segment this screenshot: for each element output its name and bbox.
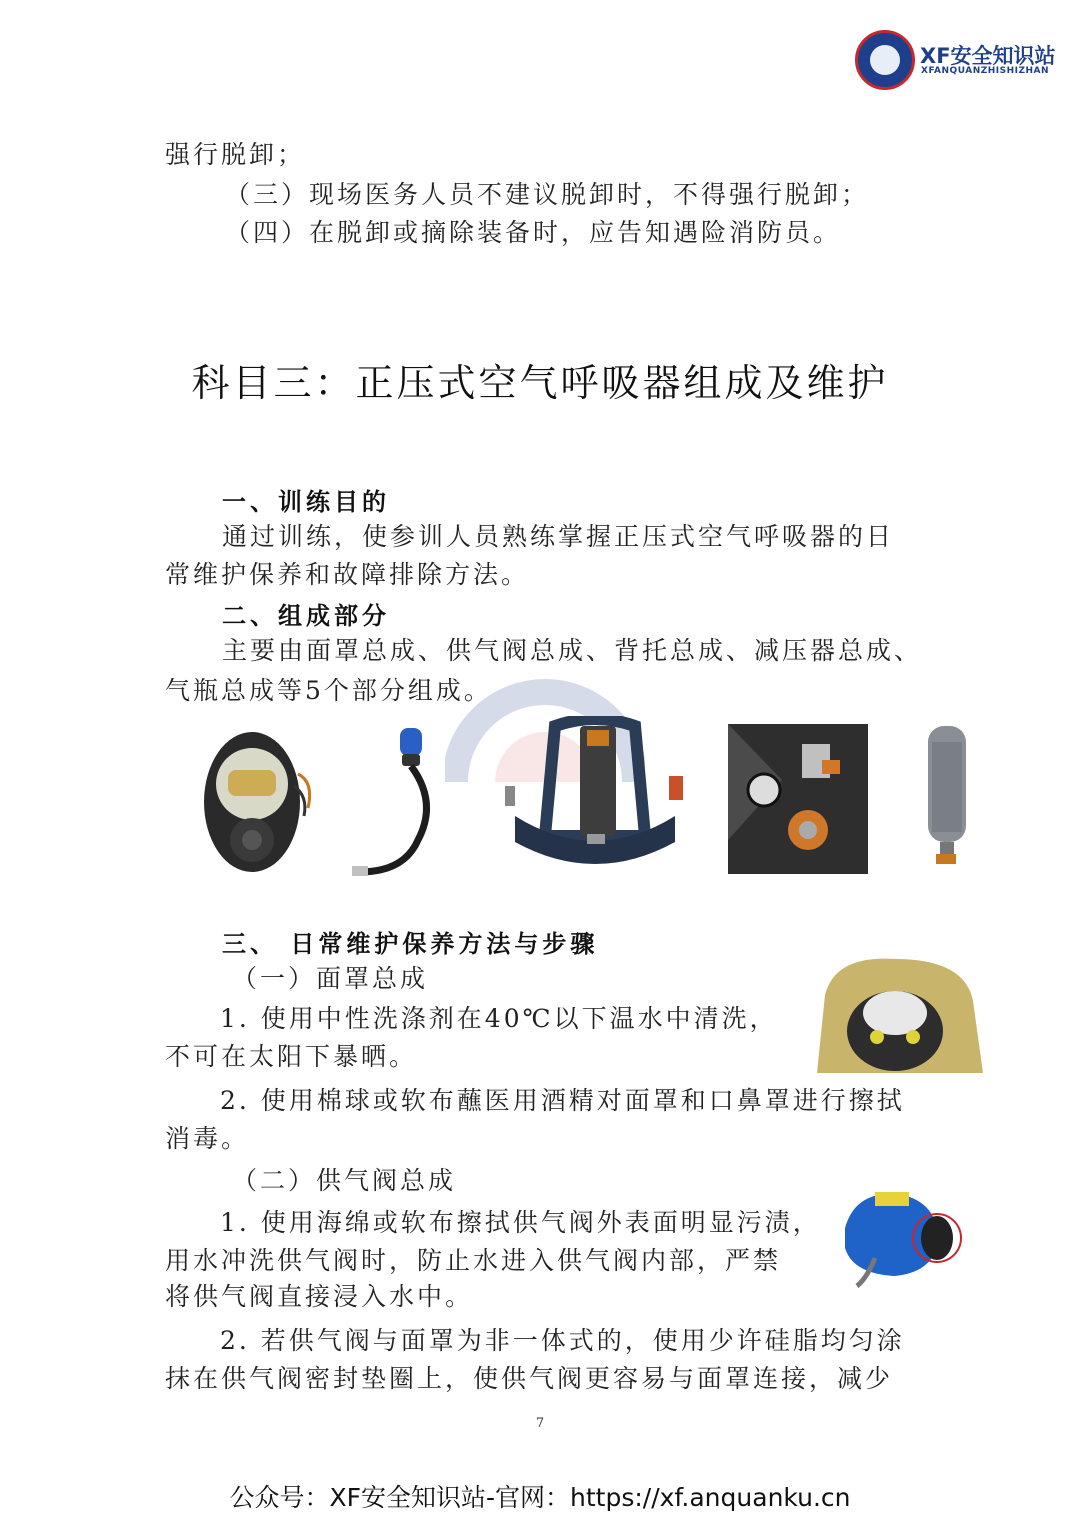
subheading-face-mask: （一）面罩总成 <box>232 964 429 993</box>
list-item: 1. 使用海绵或软布擦拭供气阀外表面明显污渍， <box>220 1208 821 1237</box>
list-item: 2. 若供气阀与面罩为非一体式的，使用少许硅脂均匀涂 <box>220 1326 905 1355</box>
item-three: （三）现场医务人员不建议脱卸时，不得强行脱卸； <box>225 180 870 209</box>
page-number: 7 <box>535 1416 545 1431</box>
site-logo-badge <box>855 30 915 90</box>
list-item: 2. 使用棉球或软布蘸医用酒精对面罩和口鼻罩进行擦拭 <box>220 1086 905 1115</box>
list-item: 用水冲洗供气阀时，防止水进入供气阀内部，严禁 <box>165 1246 782 1275</box>
site-logo-name: XF安全知识站 <box>920 44 1056 68</box>
demand-valve-hose-image <box>348 722 458 880</box>
paragraph: 主要由面罩总成、供气阀总成、背托总成、减压器总成、 <box>222 636 923 665</box>
list-item: 抹在供气阀密封垫圈上，使供气阀更容易与面罩连接，减少 <box>165 1364 894 1393</box>
mask-photo <box>815 955 985 1073</box>
backplate-harness-image <box>495 716 695 876</box>
list-item: 消毒。 <box>165 1124 250 1153</box>
list-item: 将供气阀直接浸入水中。 <box>165 1282 474 1311</box>
air-cylinder-image <box>922 722 968 872</box>
subheading-demand-valve: （二）供气阀总成 <box>232 1166 457 1195</box>
heading-maintenance-steps: 三、 日常维护保养方法与步骤 <box>222 929 599 958</box>
list-item: 不可在太阳下暴晒。 <box>165 1042 418 1071</box>
heading-components: 二、组成部分 <box>222 601 390 630</box>
continuation-line: 强行脱卸； <box>165 140 306 169</box>
paragraph: 通过训练，使参训人员熟练掌握正压式空气呼吸器的日 <box>222 522 895 551</box>
paragraph: 气瓶总成等5个部分组成。 <box>165 676 492 705</box>
site-logo-subtitle: XFANQUANZHISHIZHAN <box>921 66 1050 76</box>
heading-training-purpose: 一、训练目的 <box>222 487 390 516</box>
section-title: 科目三：正压式空气呼吸器组成及维护 <box>191 361 889 405</box>
item-four: （四）在脱卸或摘除装备时，应告知遇险消防员。 <box>225 218 842 247</box>
list-item: 1. 使用中性洗涤剂在40℃以下温水中清洗， <box>220 1004 778 1033</box>
face-mask-image <box>190 722 320 880</box>
footer-caption: 公众号：XF安全知识站-官网：https://xf.anquanku.cn <box>229 1483 851 1512</box>
demand-valve-photo <box>835 1188 963 1288</box>
pressure-reducer-image <box>722 720 872 878</box>
paragraph: 常维护保养和故障排除方法。 <box>165 560 530 589</box>
